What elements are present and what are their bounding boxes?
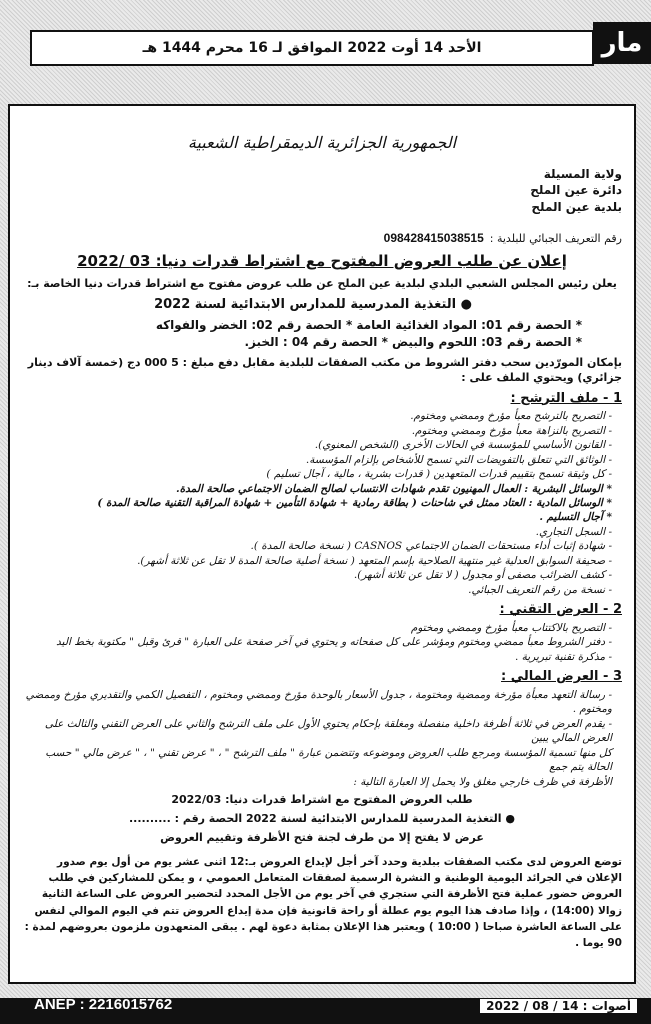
section-technical-list [22,621,622,664]
lot-line: * الحصة رقم 03: اللحوم والبيض * الحصة رقم 04 : الخبز. [244,334,582,349]
list-item: - السجل التجاري. [535,525,612,538]
tax-id-line [22,230,622,247]
tax-id-value: 098428415038515 [383,230,484,245]
list-item: - الوثائق التي تتعلق بالتفويضات التي تسمح للأشخاص بإلزام المؤسسة. [305,453,612,466]
list-item: - نسخة من رقم التعريف الجبائي. [468,583,612,596]
announcement-intro: يعلن رئيس المجلس الشعبي البلدي لبلدية عين الملح عن طلب عروض مفتوح مع اشتراط قدرات دنيا الخاصة بـ: [27,277,617,291]
section-technical-title: 2 - العرض التقني : [499,602,622,618]
envelope-subject: ● التغذية المدرسية للمدارس الابتدائية لسنة 2022 الحصة رقم : .......... [128,812,516,826]
wilaya: ولاية المسيلة [543,166,622,181]
list-item: * آجال التسليم . [539,511,612,524]
tender-subject: ● التغذية المدرسية للمدارس الابتدائية لسنة 2022 [154,296,472,312]
list-item: - التصريح بالاكتتاب معبأ مؤرخ وممضي ومختوم [410,621,612,634]
list-item: - كشف الضرائب مصفى أو مجدول ( لا تقل عن ثلاثة أشهر). [353,569,612,582]
lot-line: * الحصة رقم 01: المواد الغذائية العامة * الحصة رقم 02: الخضر والفواكه [155,318,582,333]
section-candidature-list [22,409,622,597]
publication-tag: أصوات : 14 / 08 / 2022 [480,999,637,1013]
announcement-title: إعلان عن طلب العروض المفتوح مع اشتراط قدرات دنيا: 03 /2022 [77,251,567,270]
list-item: - التصريح بالترشح معبأ مؤرخ وممضي ومختوم. [410,410,612,423]
issue-date-bar [30,30,594,66]
list-item: - كل وثيقة تسمح بتقييم قدرات المتعهدين ( قدرات بشرية ، مالية ، آجال تسليم ) [266,468,612,481]
announcement-body [22,116,622,972]
list-item: كل منها تسمية المؤسسة ومرجع طلب العروض وموضوعه وتتضمن عبارة " ملف الترشح " ، " عرض تقني " ، " عرض مالي " حسب الحالة يتم جمع [45,746,612,774]
list-item: الأظرفة في ظرف خارجي مغلق ولا يحمل إلا العبارة التالية : [353,775,612,788]
list-item: - مذكرة تقنية تبريرية . [514,650,612,663]
section-candidature-title: 1 - ملف الترشح : [510,390,622,406]
list-item: * الوسائل المادية : العتاد ممثل في شاحنات ( بطاقة رمادية + شهادة التأمين + شهادة المراقبة التقنية صالحة المدة ) [97,496,612,509]
list-item: - رسالة التعهد معبأة مؤرخة وممضية ومختومة ، جدول الأسعار بالوحدة مؤرخ وممضي ومختوم ، التفصيل الكمي والتقديري مؤرخ وممضي ومختوم . [25,688,612,716]
list-item: - دفتر الشروط معبأ ممضي ومختوم ومؤشر على كل صفحاته و يحتوي في آخر صفحة على العبارة " قرئ وقبل " مكتوبة بخط اليد [56,636,612,649]
lots-list [22,317,622,349]
list-item: - التصريح بالنزاهة معبأ مؤرخ وممضي ومختوم. [411,424,612,437]
list-item: - شهادة إثبات أداء مستحقات الضمان الاجتماعي CASNOS ( نسخة صالحة المدة ). [250,540,612,553]
list-item: - يقدم العرض في ثلاثة أظرفة داخلية منفصلة ومغلقة بإحكام يحتوي الأول على ملف الترشح والثاني على العرض التقني والثالث على العرض المالي يبين [44,717,612,745]
list-item: - صحيفة السوابق العدلية غير منتهية الصلاحية بإسم المتعهد ( نسخة أصلية صالحة المدة لا تقل عن ثلاثة أشهر). [137,554,612,567]
withdraw-notice: بإمكان المورّدين سحب دفتر الشروط من مكتب الصفقات للبلدية مقابل دفع مبلغ : 5 000 دج (خمسة آلاف دينار جزائري) ويحتوي الملف على : [27,355,622,384]
republic-heading: الجمهورية الجزائرية الديمقراطية الشعبية [187,133,457,152]
envelope-note: عرض لا يفتح إلا من طرف لجنة فتح الأظرفة وتقييم العروض [160,831,484,844]
newspaper-logo: مار [593,22,651,64]
section-financial-list [22,688,622,789]
list-item: - القانون الأساسي للمؤسسة في الحالات الأخرى (الشخص المعنوي). [314,439,612,452]
tax-id-label: رقم التعريف الجبائي للبلدية : [489,231,622,245]
closing-paragraph: توضع العروض لدى مكتب الصفقات ببلدية وحدد آخر أجل لإيداع العروض بـ:12 اثنى عشر يوم من أول يوم صدور الإعلان في الجرائد اليومية الوطنية و النشرة الرسمية لصفقات المتعامل العمومي ، و يمكن للمشاركين في طلب العروض حضور عملية فتح الأظرفة التي ستجري في آخر يوم من الأجل المحدد لتحضير العروض على الساعة الثانية زوالا (14:00) ، وإذا صادف هذا اليوم يوم عطلة أو راحة قانونية فإن مدة إيداع العروض تتم في اليوم الموالي لنفس على الساعة العاشرة صباحا ( 10:00 ) ويعتبر هذا الإعلان بمثابة دعوة لهم . يبقى المتعهدون ملزمون بعروضهم لمدة : 90 يوما . [24,855,622,950]
daira: دائرة عين الملح [530,183,622,198]
administration-block [22,166,622,216]
section-financial-title: 3 - العرض المالي : [501,669,622,685]
announcement-sheet [8,104,636,984]
list-item: * الوسائل البشرية : العمال المهنيون تقدم شهادات الانتساب لصالح الضمان الاجتماعي صالحة المدة. [176,482,612,495]
envelope-reference: طلب العروض المفتوح مع اشتراط قدرات دنيا: 2022/03 [171,793,473,807]
commune: بلدية عين الملح [531,200,622,215]
issue-date: الأحد 14 أوت 2022 الموافق لـ 16 محرم 1444 هـ [142,40,482,56]
anep-number: ANEP : 2216015762 [34,996,173,1013]
